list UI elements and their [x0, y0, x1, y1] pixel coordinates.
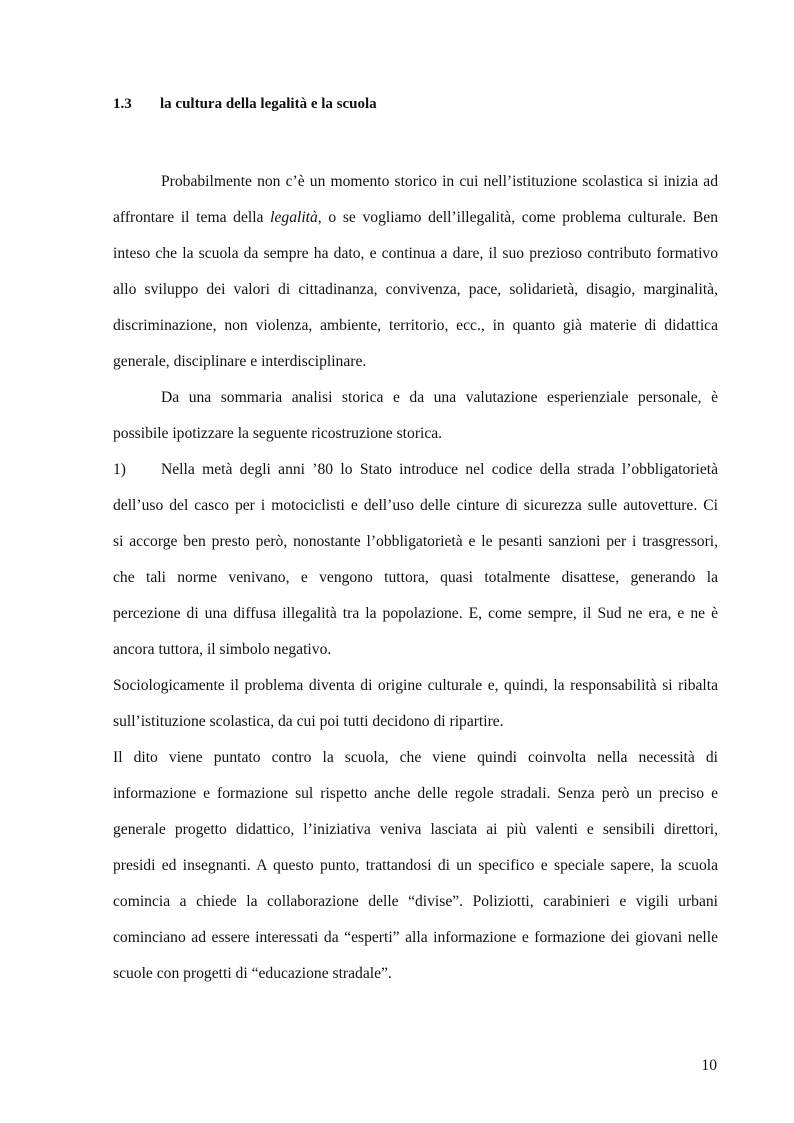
emphasis-text: legalità — [270, 209, 318, 226]
paragraph-line: cominciano ad essere interessati da “esperti” alla informazione e formazione dei giovani nelle — [113, 929, 718, 946]
section-number: 1.3 — [113, 96, 132, 112]
paragraph-line: inteso che la scuola da sempre ha dato, e continua a dare, il suo prezioso contributo formativo — [113, 245, 718, 262]
paragraph-line: affrontare il tema della legalità, o se vogliamo dell’illegalità, come problema culturale. Ben — [113, 209, 719, 226]
paragraph-line: Nella metà degli anni ’80 lo Stato introduce nel codice della strada l’obbligatorietà — [161, 461, 718, 478]
paragraph-line: presidi ed insegnanti. A questo punto, trattandosi di un specifico e speciale sapere, la scuola — [113, 857, 718, 874]
paragraph-line: percezione di una diffusa illegalità tra la popolazione. E, come sempre, il Sud ne era, e ne è — [113, 605, 718, 622]
paragraph-line: comincia a chiede la collaborazione delle “divise”. Poliziotti, carabinieri e vigili urbani — [113, 893, 718, 910]
paragraph-line: dell’uso del casco per i motociclisti e dell’uso delle cinture di sicurezza sulle autovetture. Ci — [113, 497, 718, 514]
page-number: 10 — [701, 1057, 717, 1074]
section-heading — [113, 96, 377, 113]
paragraph-line: scuole con progetti di “educazione stradale”. — [113, 965, 392, 982]
section-title: la cultura della legalità e la scuola — [160, 96, 377, 112]
paragraph-line: Probabilmente non c’è un momento storico in cui nell’istituzione scolastica si inizia ad — [161, 173, 718, 190]
paragraph-line: generale progetto didattico, l’iniziativa veniva lasciata ai più valenti e sensibili direttori, — [113, 821, 718, 838]
paragraph-line: informazione e formazione sul rispetto anche delle regole stradali. Senza però un preciso e — [113, 785, 718, 802]
paragraph-line: Sociologicamente il problema diventa di origine culturale e, quindi, la responsabilità si ribalta — [113, 677, 718, 694]
list-item-number: 1) — [113, 461, 126, 478]
paragraph-line: generale, disciplinare e interdisciplinare. — [113, 353, 367, 370]
paragraph-line: discriminazione, non violenza, ambiente, territorio, ecc., in quanto già materie di didattica — [113, 317, 718, 334]
paragraph-line: possibile ipotizzare la seguente ricostruzione storica. — [113, 425, 443, 442]
paragraph-line: che tali norme venivano, e vengono tuttora, quasi totalmente disattese, generando la — [113, 569, 718, 586]
paragraph-line: Da una sommaria analisi storica e da una valutazione esperienziale personale, è — [161, 389, 718, 406]
paragraph-line: Il dito viene puntato contro la scuola, che viene quindi coinvolta nella necessità di — [113, 749, 718, 766]
paragraph-line: si accorge ben presto però, nonostante l’obbligatorietà e le pesanti sanzioni per i trasgressori, — [113, 533, 718, 550]
paragraph-line: sull’istituzione scolastica, da cui poi tutti decidono di ripartire. — [113, 713, 504, 730]
paragraph-line: ancora tuttora, il simbolo negativo. — [113, 641, 332, 658]
paragraph-line: allo sviluppo dei valori di cittadinanza, convivenza, pace, solidarietà, disagio, marginalità, — [113, 281, 718, 298]
